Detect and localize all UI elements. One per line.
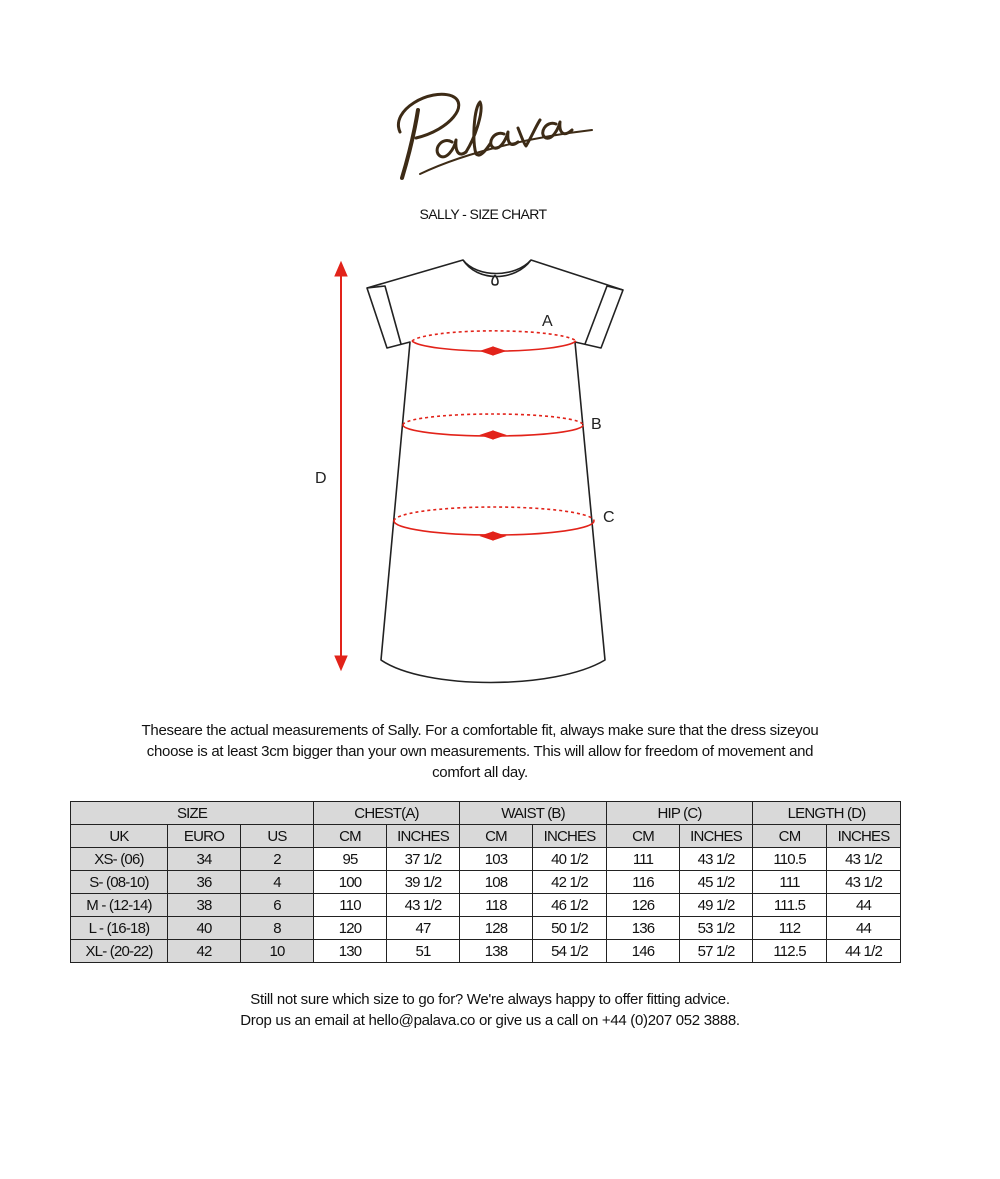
cell-waist-cm: 108 <box>460 871 533 894</box>
cell-euro: 38 <box>168 894 241 917</box>
chest-arrow <box>481 347 505 355</box>
cell-waist-cm: 138 <box>460 940 533 963</box>
cell-uk: S- (08-10) <box>71 871 168 894</box>
table-row <box>71 940 901 963</box>
cell-chest-inches: 39 1/2 <box>387 871 460 894</box>
col-waist-inches: INCHES <box>533 825 607 848</box>
cell-euro: 36 <box>168 871 241 894</box>
contact-line: Still not sure which size to go for? We're always happy to offer fitting advice. <box>250 991 730 1008</box>
cell-hip-cm: 126 <box>607 894 680 917</box>
group-size: SIZE <box>71 802 314 825</box>
col-chest-inches: INCHES <box>387 825 460 848</box>
group-length: LENGTH (D) <box>753 802 901 825</box>
cell-waist-inches: 54 1/2 <box>533 940 607 963</box>
cell-length-cm: 110.5 <box>753 848 827 871</box>
table-row <box>71 894 901 917</box>
cell-hip-inches: 49 1/2 <box>680 894 753 917</box>
label-b: B <box>591 416 602 433</box>
measurement-hip <box>394 507 594 535</box>
col-chest-cm: CM <box>314 825 387 848</box>
cell-euro: 34 <box>168 848 241 871</box>
cell-length-inches: 44 1/2 <box>827 940 901 963</box>
waist-arrow <box>481 431 505 439</box>
cell-length-inches: 44 <box>827 894 901 917</box>
col-us: US <box>241 825 314 848</box>
cell-hip-cm: 136 <box>607 917 680 940</box>
cell-chest-inches: 47 <box>387 917 460 940</box>
cell-hip-cm: 146 <box>607 940 680 963</box>
cell-chest-inches: 37 1/2 <box>387 848 460 871</box>
hip-arrow <box>481 532 505 540</box>
cell-us: 2 <box>241 848 314 871</box>
cell-uk: XS- (06) <box>71 848 168 871</box>
cell-us: 10 <box>241 940 314 963</box>
cell-waist-cm: 103 <box>460 848 533 871</box>
table-row <box>71 848 901 871</box>
cell-hip-inches: 53 1/2 <box>680 917 753 940</box>
intro-text <box>90 720 870 783</box>
col-waist-cm: CM <box>460 825 533 848</box>
cell-chest-cm: 130 <box>314 940 387 963</box>
cell-waist-inches: 42 1/2 <box>533 871 607 894</box>
cell-chest-inches: 51 <box>387 940 460 963</box>
table-row <box>71 917 901 940</box>
contact-line: Drop us an email at hello@palava.co or give us a call on +44 (0)207 052 3888. <box>240 1012 740 1029</box>
cell-length-cm: 111.5 <box>753 894 827 917</box>
cell-waist-cm: 118 <box>460 894 533 917</box>
col-hip-cm: CM <box>607 825 680 848</box>
cell-us: 6 <box>241 894 314 917</box>
cell-waist-inches: 40 1/2 <box>533 848 607 871</box>
size-chart-title: SALLY - SIZE CHART <box>419 206 547 222</box>
cell-hip-inches: 57 1/2 <box>680 940 753 963</box>
cell-euro: 42 <box>168 940 241 963</box>
cell-length-inches: 44 <box>827 917 901 940</box>
group-waist: WAIST (B) <box>460 802 607 825</box>
col-euro: EURO <box>168 825 241 848</box>
cell-chest-cm: 120 <box>314 917 387 940</box>
cell-uk: XL- (20-22) <box>71 940 168 963</box>
label-c: C <box>603 509 615 526</box>
cell-length-cm: 112.5 <box>753 940 827 963</box>
group-hip: HIP (C) <box>607 802 753 825</box>
contact-text <box>140 989 840 1031</box>
cell-chest-inches: 43 1/2 <box>387 894 460 917</box>
cell-length-cm: 112 <box>753 917 827 940</box>
cell-length-cm: 111 <box>753 871 827 894</box>
cell-us: 4 <box>241 871 314 894</box>
cell-chest-cm: 100 <box>314 871 387 894</box>
column-header-row <box>71 825 901 848</box>
table-row <box>71 871 901 894</box>
label-a: A <box>542 313 553 330</box>
cell-hip-cm: 111 <box>607 848 680 871</box>
cell-length-inches: 43 1/2 <box>827 848 901 871</box>
group-chest: CHEST(A) <box>314 802 460 825</box>
cell-uk: M - (12-14) <box>71 894 168 917</box>
dress-measurement-diagram <box>305 250 645 700</box>
cell-hip-cm: 116 <box>607 871 680 894</box>
dress-outline <box>367 260 623 683</box>
intro-line: choose is at least 3cm bigger than your own measurements. This will allow for freedom of movement and <box>146 743 814 760</box>
intro-line: Theseare the actual measurements of Sally. For a comfortable fit, always make sure that the dress sizeyou <box>141 722 819 739</box>
col-length-cm: CM <box>753 825 827 848</box>
size-table <box>70 801 901 963</box>
cell-uk: L - (16-18) <box>71 917 168 940</box>
palava-logo <box>380 80 610 190</box>
cell-euro: 40 <box>168 917 241 940</box>
group-header-row <box>71 802 901 825</box>
intro-line: comfort all day. <box>432 764 528 781</box>
col-uk: UK <box>71 825 168 848</box>
cell-chest-cm: 110 <box>314 894 387 917</box>
cell-hip-inches: 45 1/2 <box>680 871 753 894</box>
col-hip-inches: INCHES <box>680 825 753 848</box>
cell-length-inches: 43 1/2 <box>827 871 901 894</box>
size-rows <box>71 848 901 963</box>
cell-us: 8 <box>241 917 314 940</box>
cell-waist-inches: 50 1/2 <box>533 917 607 940</box>
cell-waist-inches: 46 1/2 <box>533 894 607 917</box>
col-length-inches: INCHES <box>827 825 901 848</box>
cell-hip-inches: 43 1/2 <box>680 848 753 871</box>
label-d: D <box>315 470 327 487</box>
cell-chest-cm: 95 <box>314 848 387 871</box>
cell-waist-cm: 128 <box>460 917 533 940</box>
measurement-length <box>335 262 347 670</box>
